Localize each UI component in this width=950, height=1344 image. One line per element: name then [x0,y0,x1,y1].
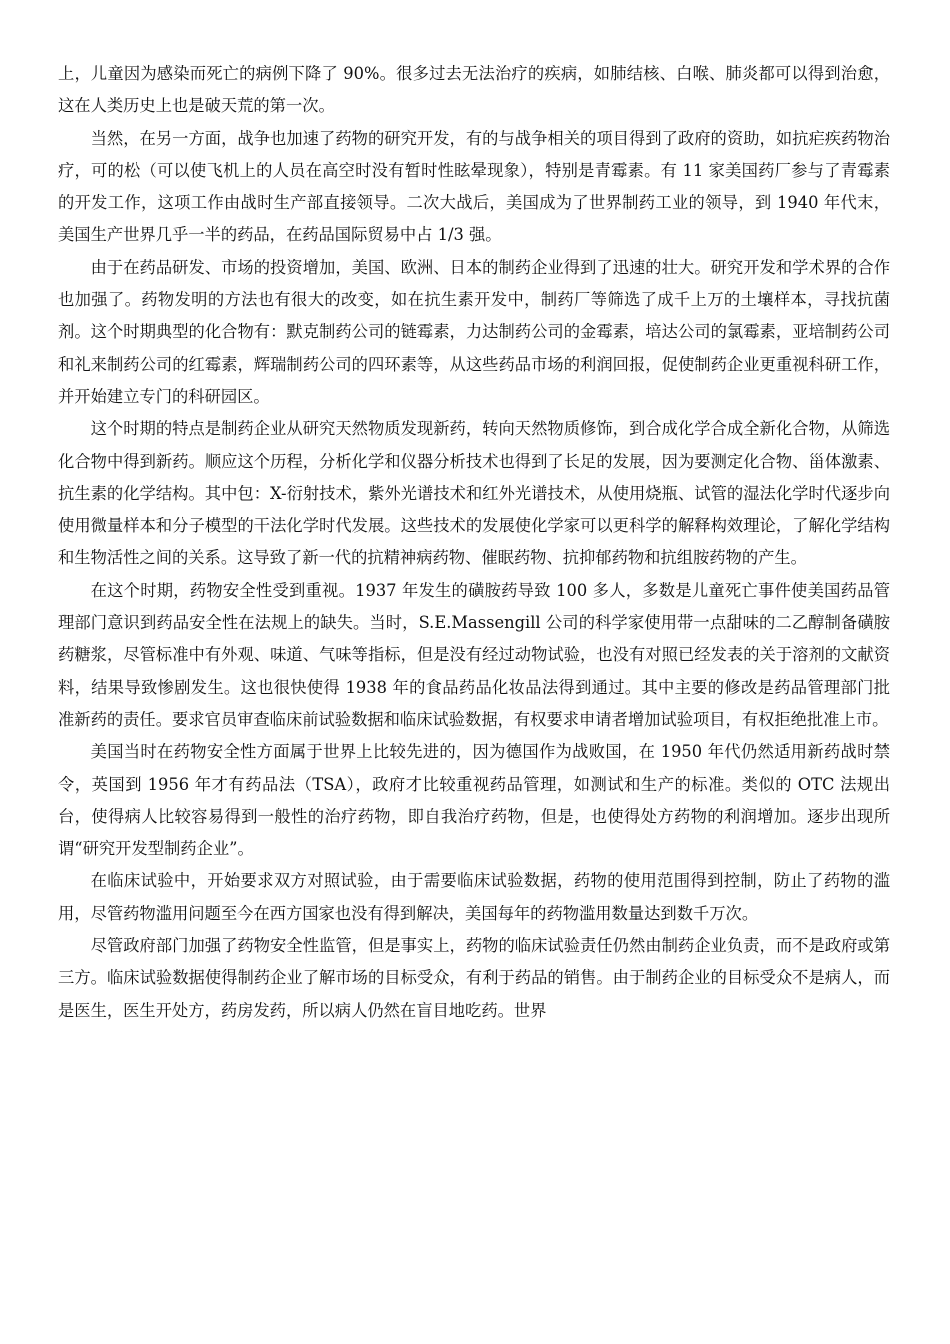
paragraph-3: 由于在药品研发、市场的投资增加，美国、欧洲、日本的制药企业得到了迅速的壮大。研究开发和学术界的合作也加强了。药物发明的方法也有很大的改变，如在抗生素开发中，制药厂等筛选了成千上万的土壤样本，寻找抗菌剂。这个时期典型的化合物有：默克制药公司的链霉素，力达制药公司的金霉素，培达公司的氯霉素，亚培制药公司和礼来制药公司的红霉素，辉瑞制药公司的四环素等，从这些药品市场的利润回报，促使制药企业更重视科研工作，并开始建立专门的科研园区。 [58,257,890,406]
paragraph-1: 上，儿童因为感染而死亡的病例下降了 90%。很多过去无法治疗的疾病，如肺结核、白喉、肺炎都可以得到治愈，这在人类历史上也是破天荒的第一次。 [58,64,890,116]
paragraph-8: 尽管政府部门加强了药物安全性监管，但是事实上，药物的临床试验责任仍然由制药企业负责，而不是政府或第三方。临床试验数据使得制药企业了解市场的目标受众，有利于药品的销售。由于制药企业的目标受众不是病人，而是医生，医生开处方，药房发药，所以病人仍然在盲目地吃药。世界 [58,936,890,1020]
paragraph-5: 在这个时期，药物安全性受到重视。1937 年发生的磺胺药导致 100 多人，多数是儿童死亡事件使美国药品管理部门意识到药品安全性在法规上的缺失。当时，S.E.Massengill 公司的科学家使用带一点甜味的二乙醇制备磺胺药糖浆，尽管标准中有外观、味道、气味等指标，但是没有经过动物试验，也没有对照已经发表的关于溶剂的文献资料，结果导致惨剧发生。这也很快使得 1938 年的食品药品化妆品法得到通过。其中主要的修改是药品管理部门批准新药的责任。要求官员审查临床前试验数据和临床试验数据，有权要求申请者增加试验项目，有权拒绝批准上市。 [58,580,890,729]
paragraph-6: 美国当时在药物安全性方面属于世界上比较先进的，因为德国作为战败国，在 1950 年代仍然适用新药战时禁令，英国到 1956 年才有药品法（TSA），政府才比较重视药品管理，如测试和生产的标准。类似的 OTC 法规出台，使得病人比较容易得到一般性的治疗药物，即自我治疗药物，但是，也使得处方药物的利润增加。逐步出现所谓“研究开发型制药企业”。 [58,742,890,859]
paragraph-4: 这个时期的特点是制药企业从研究天然物质发现新药，转向天然物质修饰，到合成化学合成全新化合物，从筛选化合物中得到新药。顺应这个历程，分析化学和仪器分析技术也得到了长足的发展，因为要测定化合物、甾体激素、抗生素的化学结构。其中包：X-衍射技术，紫外光谱技术和红外光谱技术，从使用烧瓶、试管的湿法化学时代逐步向使用微量样本和分子模型的干法化学时代发展。这些技术的发展使化学家可以更科学的解释构效理论，了解化学结构和生物活性之间的关系。这导致了新一代的抗精神病药物、催眠药物、抗抑郁药物和抗组胺药物的产生。 [58,419,890,568]
document-body [58,58,890,1027]
paragraph-2: 当然，在另一方面，战争也加速了药物的研究开发，有的与战争相关的项目得到了政府的资助，如抗疟疾药物治疗，可的松（可以使飞机上的人员在高空时没有暂时性眩晕现象），特别是青霉素。有 11 家美国药厂参与了青霉素的开发工作，这项工作由战时生产部直接领导。二次大战后，美国成为了世界制药工业的领导，到 1940 年代末，美国生产世界几乎一半的药品，在药品国际贸易中占 1/3 强。 [58,128,890,245]
paragraph-7: 在临床试验中，开始要求双方对照试验，由于需要临床试验数据，药物的使用范围得到控制，防止了药物的滥用，尽管药物滥用问题至今在西方国家也没有得到解决，美国每年的药物滥用数量达到数千万次。 [58,871,890,923]
